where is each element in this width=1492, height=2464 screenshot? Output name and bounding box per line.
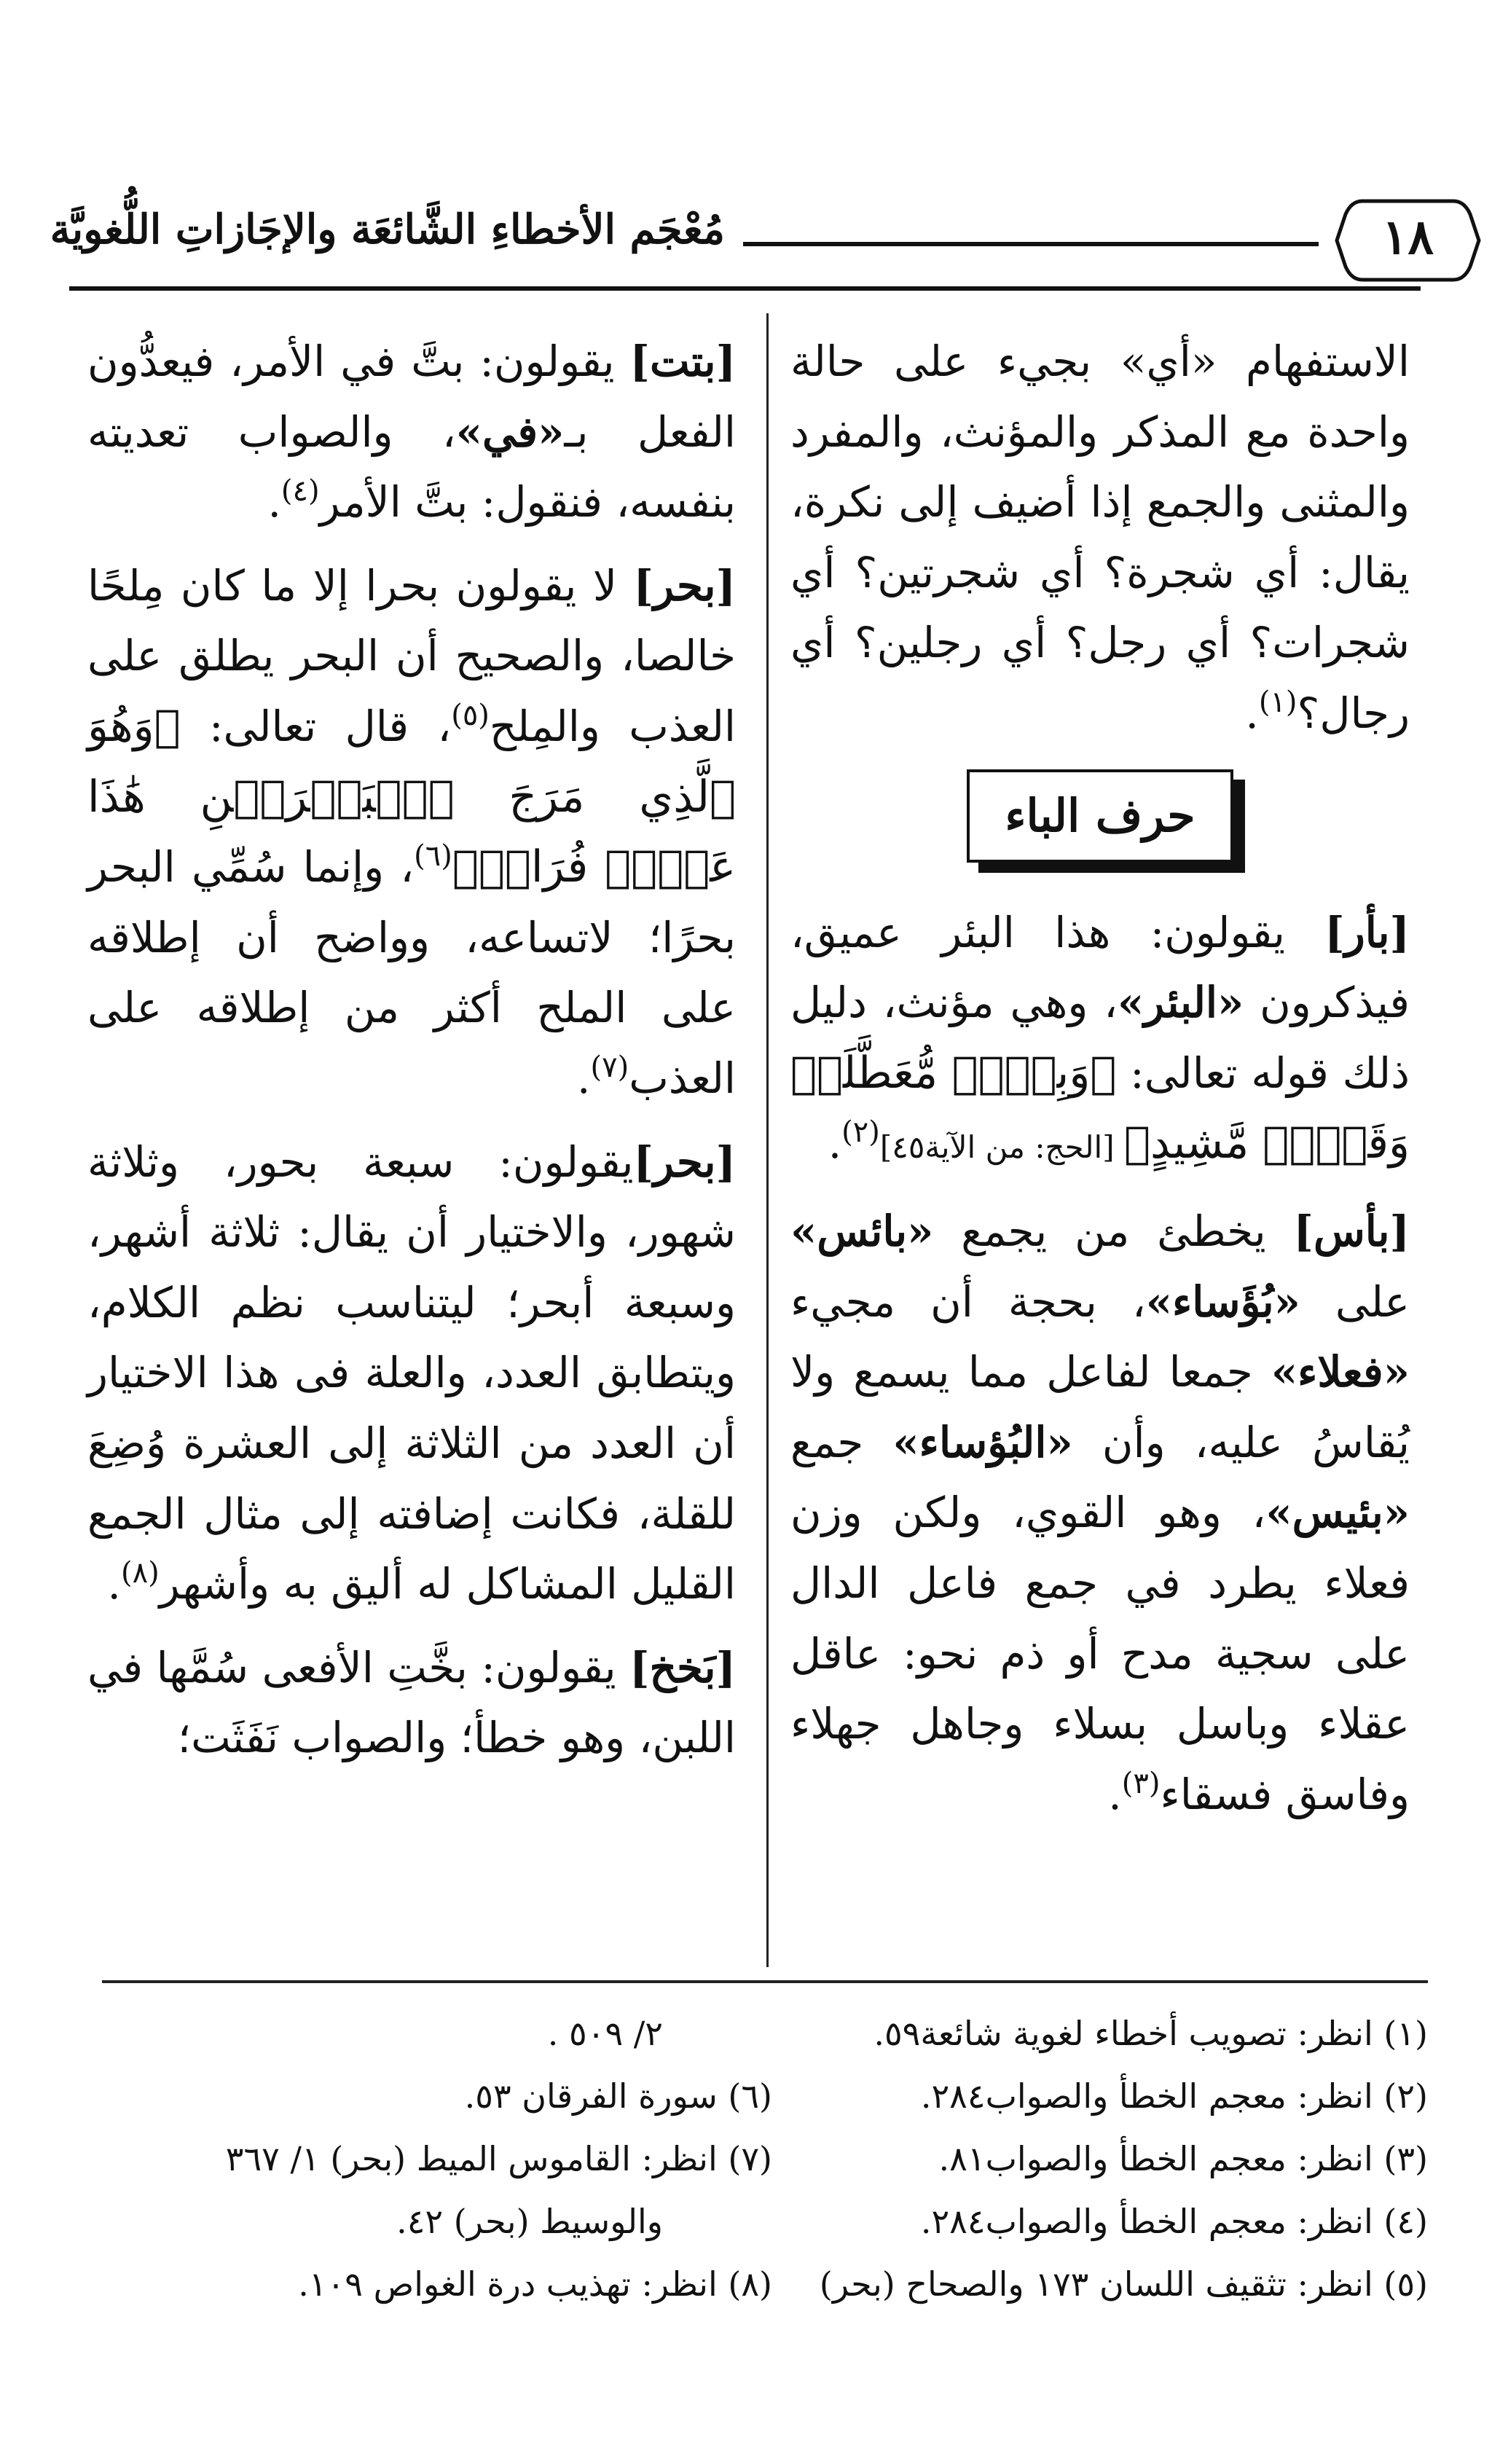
quran-quote: ﴿وَهُوَ ٱلَّذِي مَرَجَ ٱلۡبَحۡرَيۡنِ هَٰذَا عَذۡبٞ فُرَاتٞ﴾ <box>87 700 737 893</box>
entry-baar: [بأر] يقولون: هذا البئر عميق، فيذكرون «البئر»، وهي مؤنث، دليل ذلك قوله تعالى: ﴿وَبِئۡرٖ مُّعَطَّلَةٖ وَقَصۡرٖ مَّشِيدٍ﴾ [الحج: من الآية٤٥]$^{(٢)}$. <box>790 907 1410 1169</box>
footnote-8: (٨) انظر: تهذيب درة الغواص ١٠٩. <box>298 2264 772 2304</box>
footnote-2: (٢) انظر: معجم الخطأ والصواب٢٨٤. <box>920 2076 1428 2116</box>
entry-text: ، والصواب تعديته بنفسه، فنقول: بتَّ الأمر <box>87 407 736 527</box>
column-divider <box>766 313 769 1967</box>
entry-ay-continuation: الاستفهام «أي» بجيء على حالة واحدة مع المذكر والمؤنث، والمفرد والمثنى والجمع إذا أضيف إلى نكرة، يقال: أي شجرة؟ أي شجرتين؟ أي شجرات؟ أي رجل؟ أي رجلين؟ أي رجال؟$^{(١)}$. <box>790 337 1410 738</box>
quoted-term: «البُؤساء» <box>892 1417 1073 1467</box>
header-rule <box>743 242 1319 246</box>
entry-text: يقولون: بخَّتِ الأفعى سُمَّها في اللبن، وهو خطأ؛ والصواب نَفَثَت؛ <box>87 1642 736 1763</box>
entry-bakhkh <box>87 1633 736 1773</box>
footnote-ref: (٢) <box>841 1115 880 1150</box>
entry-headword: [بتت] <box>629 337 737 386</box>
entry-text: ، بحجة أن مجيء <box>790 1276 1146 1327</box>
footnote-3: (٣) انظر: معجم الخطأ والصواب٨١. <box>938 2139 1428 2178</box>
running-title: مُعْجَم الأخطاءِ الشَّائعَة والإجَازاتِ اللُّغويَّة <box>50 205 725 254</box>
entry-text: على <box>1300 1276 1410 1327</box>
entry-headword: [بحر] <box>633 1137 736 1187</box>
quoted-term: «بُؤَساء» <box>1145 1276 1300 1327</box>
section-heading-wrap <box>790 769 1410 863</box>
page-number-badge <box>1333 197 1483 284</box>
footnote-4: (٤) انظر: معجم الخطأ والصواب٢٨٤. <box>920 2202 1428 2241</box>
entry-text: ، وهي مؤنث، دليل ذلك قوله تعالى: <box>790 978 1410 1098</box>
entry-bahr-2: [بحر]يقولون: سبعة بحور، وثلاثة شهور، والاختيار أن يقال: ثلاثة أشهر، وسبعة أبحر؛ ليتناسب نظم الكلام، ويتطابق العدد، والعلة فى هذا الاختيار أن العدد من الثلاثة إلى العشرة وُضِعَ للقلة، فكانت إضافته إلى مثال الجمع القليل المشاكل له أليق به وأشهر$^{(٨)}$. <box>87 1137 736 1609</box>
footnote-ref: (٦) <box>414 839 452 874</box>
footnote-1: (١) انظر: تصويب أخطاء لغوية شائعة٥٩. <box>873 2014 1428 2053</box>
right-column <box>790 326 1410 1843</box>
entry-text: يخطئ من يجمع <box>933 1206 1294 1256</box>
entry-headword: [بَخخ] <box>629 1642 736 1692</box>
footnote-5-continuation: ٢/ ٥٠٩ . <box>547 2014 663 2053</box>
left-column <box>87 326 736 1786</box>
footnotes-right <box>772 2002 1428 2315</box>
entry-text: ، وإنما سُمِّي البحر بحرًا؛ لاتساعه، وواضح أن إطلاقه على الملح أكثر من إطلاقه على العذب <box>87 842 736 1103</box>
entry-headword: [بأس] <box>1293 1206 1410 1256</box>
quran-citation: [الحج: من الآية٤٥] <box>879 1129 1124 1166</box>
entry-batt: [بتت] يقولون: بتَّ في الأمر، فيعدُّون الفعل بـ«في»، والصواب تعديته بنفسه، فنقول: بتَّ الأمر$^{(٤)}$. <box>87 337 737 527</box>
entry-text: جمع <box>790 1417 893 1467</box>
page-header <box>50 189 1434 291</box>
entry-text: يقولون: بتَّ في الأمر، فيعدُّون الفعل بـ <box>87 337 736 457</box>
entry-headword: [بحر] <box>633 560 736 611</box>
footnote-6: (٦) سورة الفرقان ٥٣. <box>464 2076 772 2116</box>
footnote-ref: (١) <box>1258 685 1297 719</box>
entry-text: يقولون: هذا البئر عميق، فيذكرون <box>790 907 1410 1028</box>
quoted-term: «في» <box>455 407 565 457</box>
quran-quote: ﴿وَبِئۡرٖ مُّعَطَّلَةٖ وَقَصۡرٖ مَّشِيدٍ﴾ <box>790 1047 1410 1169</box>
quoted-term: «فعلاء» <box>1271 1347 1410 1397</box>
footnote-ref: (٤) <box>280 474 320 509</box>
footnote-5: (٥) انظر: تثقيف اللسان ١٧٣ والصحاح (بحر) <box>819 2264 1428 2304</box>
footnotes-left <box>73 2002 772 2315</box>
entry-baas: [بأس] يخطئ من يجمع «بائس» على «بُؤَساء»، بحجة أن مجيء «فعلاء» جمعا لفاعل مما يسمع ولا يُقاسُ عليه، وأن «البُؤساء» جمع «بئيس»، وهو القوي، ولكن وزن فعلاء يطرد في جمع فاعل الدال على سجية مدح أو ذم نحو: عاقل عقلاء وباسل بسلاء وجاهل جهلاء وفاسق فسقاء$^{(٣)}$. <box>790 1206 1410 1819</box>
entry-text: الاستفهام «أي» بجيء على حالة واحدة مع المذكر والمؤنث، والمفرد والمثنى والجمع إذا أضيف إلى نكرة، يقال: أي شجرة؟ أي شجرتين؟ أي شجرات؟ أي رجل؟ أي رجلين؟ أي رجال؟ <box>790 337 1410 738</box>
footnote-7-continuation: والوسيط (بحر) ٤٢. <box>396 2202 663 2241</box>
entry-bahr-1: [بحر] لا يقولون بحرا إلا ما كان مِلحًا خالصا، والصحيح أن البحر يطلق على العذب والمِلح$^{(٥)}$، قال تعالى: ﴿وَهُوَ ٱلَّذِي مَرَجَ ٱلۡبَحۡرَيۡنِ هَٰذَا عَذۡبٞ فُرَاتٞ﴾$^{(٦)}$، وإنما سُمِّي البحر بحرًا؛ لاتساعه، وواضح أن إطلاقه على الملح أكثر من إطلاقه على العذب$^{(٧)}$. <box>87 560 737 1103</box>
quoted-term: «البئر» <box>1117 978 1244 1028</box>
entry-text: ، وهو القوي، ولكن وزن فعلاء يطرد في جمع فاعل الدال على سجية مدح أو ذم نحو: عاقل عقلاء وباسل بسلاء وجاهل جهلاء وفاسق فسقاء <box>790 1488 1410 1819</box>
quoted-term: «بئيس» <box>1265 1488 1410 1538</box>
footnote-ref: (٣) <box>1121 1766 1161 1800</box>
entry-text: ، قال تعالى: <box>180 701 452 751</box>
entry-headword: [بأر] <box>1324 907 1410 957</box>
header-bottom-rule <box>69 286 1421 291</box>
footnote-ref: (٧) <box>590 1050 629 1084</box>
footnote-rule <box>102 1980 1428 1983</box>
entry-text: يقولون: سبعة بحور، وثلاثة شهور، والاختيار أن يقال: ثلاثة أشهر، وسبعة أبحر؛ ليتناسب نظم الكلام، ويتطابق العدد، والعلة فى هذا الاختيار أن العدد من الثلاثة إلى العشرة وُضِعَ للقلة، فكانت إضافته إلى مثال الجمع القليل المشاكل له أليق به وأشهر <box>87 1137 736 1609</box>
section-heading: حرف الباء <box>967 769 1233 863</box>
footnote-ref: (٥) <box>451 698 490 732</box>
footnote-7: (٧) انظر: القاموس الميط (بحر) ١/ ٣٦٧ <box>225 2139 772 2178</box>
page-number: ١٨ <box>1382 208 1434 265</box>
entry-text: لا يقولون بحرا إلا ما كان مِلحًا خالصا، والصحيح أن البحر يطلق على العذب والمِلح <box>87 560 737 751</box>
footnote-ref: (٨) <box>120 1556 160 1590</box>
quoted-term: «بائس» <box>790 1206 934 1256</box>
entry-text: جمعا لفاعل مما يسمع ولا يُقاسُ عليه، وأن <box>790 1347 1410 1467</box>
